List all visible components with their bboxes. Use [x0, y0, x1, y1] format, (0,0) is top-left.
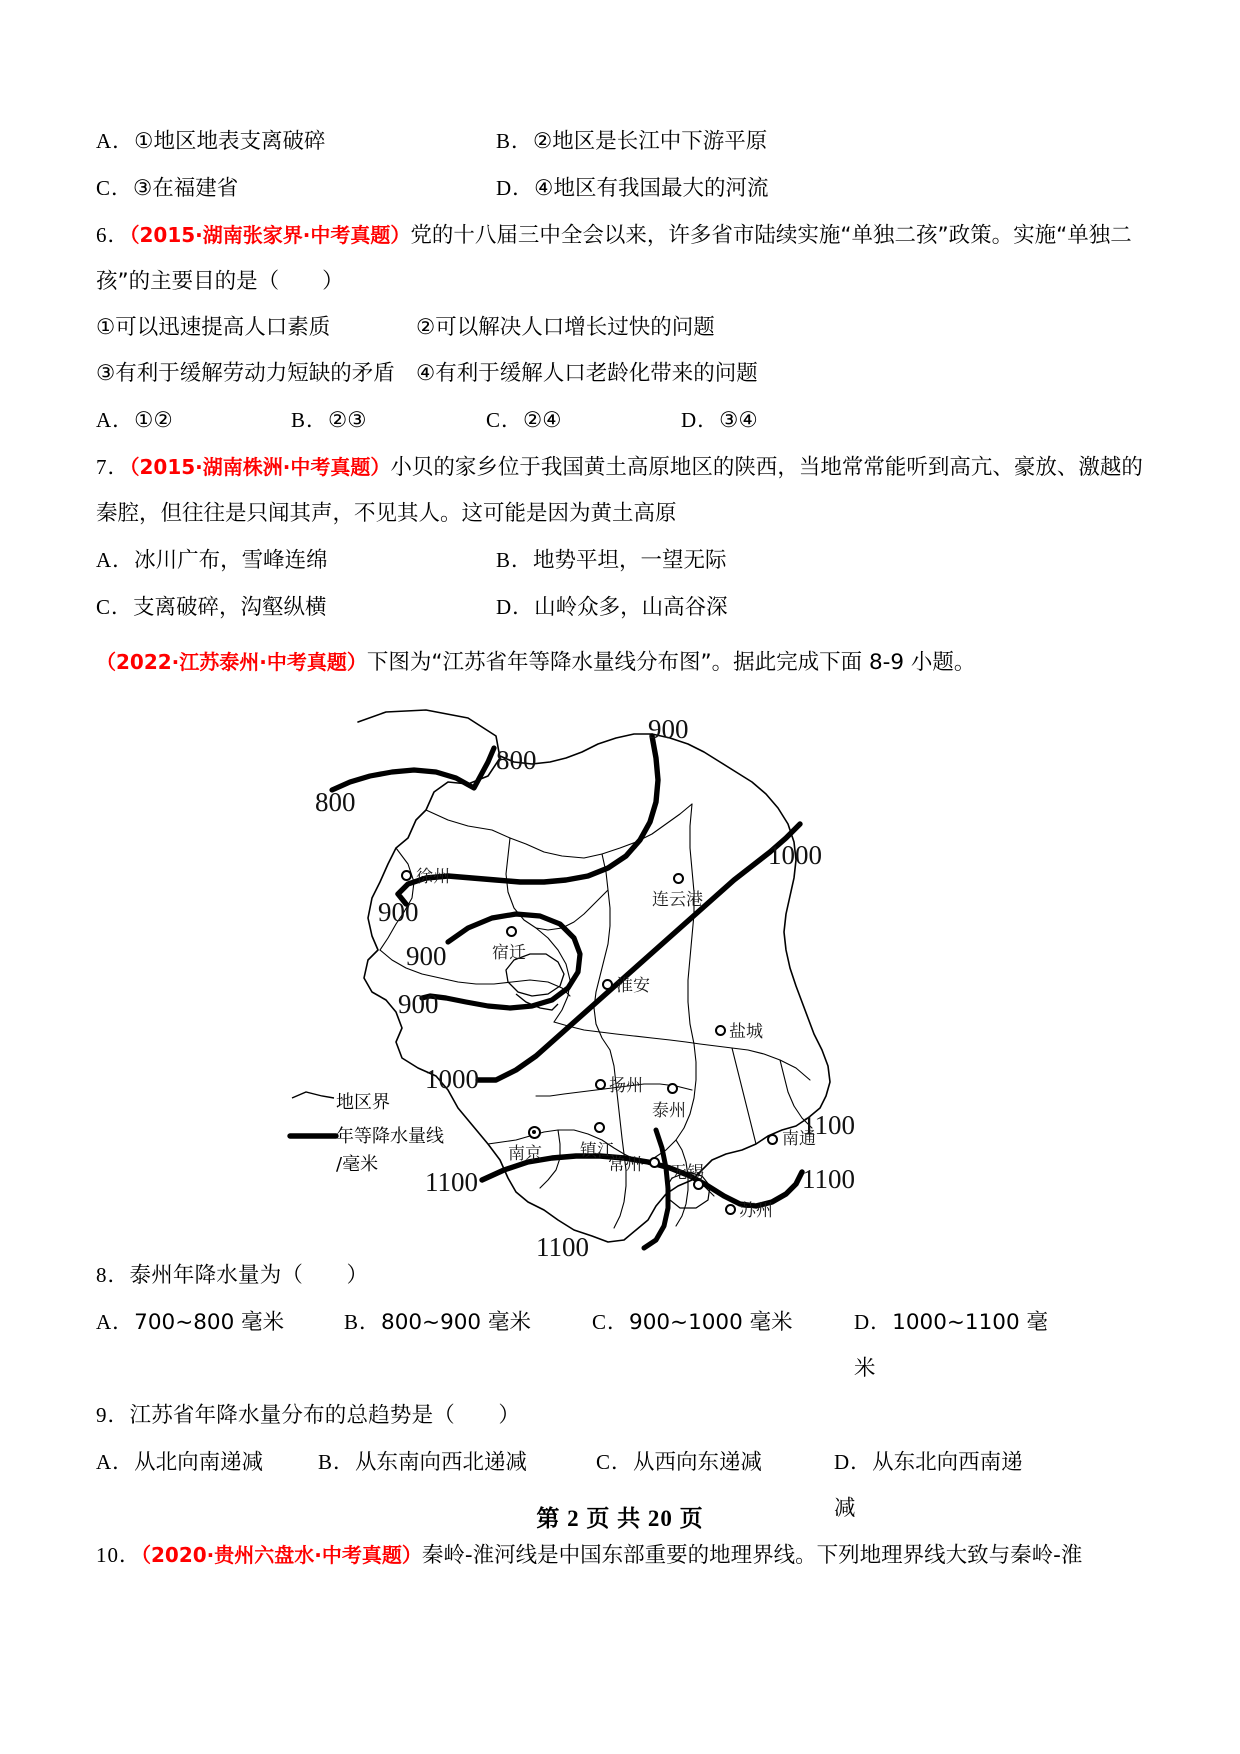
page-footer: 第 2 页 共 20 页: [536, 1506, 704, 1531]
q7-option-b-label: B．: [496, 548, 534, 572]
city-label-taizhou: 泰州: [652, 1101, 686, 1121]
q6-item-4: ④有利于缓解人口老龄化带来的问题: [416, 361, 758, 386]
q7-option-row-ab: [96, 537, 1152, 584]
isohyet-1100-vertical: [644, 1130, 668, 1248]
q7-option-d: [496, 584, 728, 631]
q6-option-c-text: ②④: [523, 408, 562, 433]
q6-option-d-label: D．: [681, 408, 720, 432]
question-6-source: （2015·湖南张家界·中考真题）: [129, 223, 411, 247]
q7-option-d-text: 山岭众多，山高谷深: [534, 595, 728, 620]
isohyet-label-800-a: 800: [496, 745, 537, 775]
q5-option-a: [96, 118, 496, 165]
city-label-nanjing: 南京: [508, 1144, 542, 1164]
q7-option-a-text: 冰川广布，雪峰连绵: [134, 548, 328, 573]
q6-option-row: [96, 397, 1152, 444]
question-10-stem: [96, 1532, 1152, 1579]
isohyet-label-1100-c: 1100: [802, 1164, 855, 1194]
city-dot-zhenjiang: [594, 1122, 605, 1133]
q6-option-a-text: ①②: [134, 408, 173, 433]
q8-option-b-text: 800~900 毫米: [381, 1310, 531, 1335]
q5-option-d-label: D．: [496, 176, 535, 200]
material-8-9-source: （2022·江苏泰州·中考真题）: [96, 650, 367, 674]
city-label-lianyungang: 连云港: [652, 890, 703, 910]
q5-option-b-text: ②地区是长江中下游平原: [533, 129, 768, 154]
city-label-suzhou: 苏州: [739, 1201, 773, 1221]
q9-option-c-label: C．: [596, 1450, 634, 1474]
q5-option-a-text: ①地区地表支离破碎: [134, 129, 326, 154]
city-label-huaian: 淮安: [616, 976, 650, 996]
question-7-number: 7．: [96, 455, 130, 479]
legend-row-isohyet: [284, 1118, 494, 1152]
q9-option-b-text: 从东南向西北递减: [355, 1450, 528, 1475]
q7-option-a-label: A．: [96, 548, 135, 572]
question-10-stem-text: 秦岭-淮河线是中国东部重要的地理界线。下列地理界线大致与秦岭-淮: [421, 1543, 1083, 1568]
city-dot-xuzhou: [401, 870, 412, 881]
city-label-xuzhou: 徐州: [416, 867, 450, 887]
q7-option-a: [96, 537, 496, 584]
question-7-stem-text: 小贝的家乡位于我国黄土高原地区的陕西，当地常常能听到高亢、豪放、激越的秦腔，但往往是只闻其声，不见其人。这可能是因为黄土高原: [96, 455, 1143, 526]
question-8-stem-text: 泰州年降水量为（ ）: [129, 1263, 369, 1288]
q7-option-c-text: 支离破碎，沟壑纵横: [133, 595, 327, 620]
q7-option-b-text: 地势平坦，一望无际: [533, 548, 727, 573]
legend-unit-label: /毫米: [336, 1154, 379, 1175]
legend-row-boundary: [284, 1084, 494, 1118]
q8-option-c-label: C．: [592, 1310, 630, 1334]
q5-option-c-text: ③在福建省: [133, 176, 239, 201]
question-9-stem: [96, 1392, 1152, 1439]
q6-option-c: [486, 397, 681, 444]
city-label-yangzhou: 扬州: [609, 1076, 643, 1096]
q6-item-row-1: [96, 305, 1152, 351]
q6-item-3: ③有利于缓解劳动力短缺的矛盾: [96, 361, 395, 386]
q6-item-2: ②可以解决人口增长过快的问题: [416, 315, 715, 340]
q5-option-b: [496, 118, 767, 165]
isohyet-label-900-b: 900: [378, 897, 419, 927]
question-8-stem: [96, 1252, 1152, 1299]
isohyet-label-800-b: 800: [315, 787, 356, 817]
q8-option-d-label: D．: [854, 1310, 893, 1334]
q7-option-c-label: C．: [96, 595, 134, 619]
city-label-suqian: 宿迁: [492, 943, 526, 963]
q7-option-d-label: D．: [496, 595, 535, 619]
material-8-9-text: 下图为“江苏省年等降水量线分布图”。据此完成下面 8-9 小题。: [366, 650, 976, 675]
question-9-number: 9．: [96, 1403, 130, 1427]
q6-option-b-text: ②③: [328, 408, 367, 433]
city-dot-yangzhou: [595, 1079, 606, 1090]
question-9-stem-text: 江苏省年降水量分布的总趋势是（ ）: [129, 1403, 521, 1428]
isohyet-label-1000-b: 1000: [425, 1064, 479, 1094]
q9-option-b-label: B．: [318, 1450, 356, 1474]
city-dot-nanjing: [528, 1126, 541, 1139]
q6-option-a: [96, 397, 291, 444]
q8-option-c-text: 900~1000 毫米: [629, 1310, 793, 1335]
q7-option-c: [96, 584, 496, 631]
question-6-number: 6．: [96, 223, 130, 247]
city-dot-huaian: [602, 979, 613, 990]
city-label-changzhou: 常州: [608, 1155, 642, 1175]
question-6-stem-text: 党的十八届三中全会以来，许多省市陆续实施“单独二孩”政策。实施“单独二孩”的主要目的是（ ）: [96, 223, 1132, 294]
q9-option-d-label: D．: [834, 1450, 873, 1474]
city-dot-suzhou: [725, 1204, 736, 1215]
q8-option-a-text: 700~800 毫米: [134, 1310, 285, 1335]
question-8-number: 8．: [96, 1263, 130, 1287]
city-dot-yancheng: [715, 1025, 726, 1036]
city-dot-taizhou: [667, 1083, 678, 1094]
q6-option-d-text: ③④: [719, 408, 758, 433]
legend-isohyet-label: 年等降水量线: [336, 1126, 444, 1147]
q9-option-d-text: 从东北向西南递减: [834, 1450, 1023, 1521]
material-8-9-intro: [96, 639, 1152, 686]
q6-item-1: ①可以迅速提高人口素质: [96, 315, 331, 340]
q6-option-a-label: A．: [96, 408, 135, 432]
city-dot-changzhou: [649, 1157, 660, 1168]
q7-option-b: [496, 537, 727, 584]
legend-boundary-label: 地区界: [336, 1092, 390, 1113]
q6-item-row-2: [96, 351, 1152, 397]
question-6-stem: [96, 212, 1152, 305]
question-7-source: （2015·湖南株洲·中考真题）: [129, 455, 391, 479]
q8-option-b-label: B．: [344, 1310, 382, 1334]
map-legend: [284, 1084, 494, 1178]
isohyet-label-900-a: 900: [648, 714, 689, 744]
city-dot-nantong: [767, 1134, 778, 1145]
city-label-wuxi: 无锡: [670, 1163, 704, 1183]
page-content: [96, 118, 1152, 1579]
q6-option-b: [291, 397, 486, 444]
q6-option-d: [681, 397, 876, 444]
question-10-number: 10．: [96, 1543, 141, 1567]
q6-option-b-label: B．: [291, 408, 329, 432]
q8-option-d: [854, 1299, 1049, 1392]
q7-option-row-cd: [96, 584, 1152, 631]
isohyet-label-1100-d: 1100: [536, 1232, 589, 1262]
isohyet-label-1100-a: 1100: [802, 1110, 855, 1140]
isohyet-800: [332, 748, 494, 790]
question-10-source: （2020·贵州六盘水·中考真题）: [141, 1543, 422, 1567]
city-label-nantong: 南通: [782, 1129, 816, 1149]
question-7-stem: [96, 444, 1152, 537]
city-dot-lianyungang: [673, 873, 684, 884]
q8-option-b: [344, 1299, 592, 1392]
jiangsu-precipitation-map: [96, 692, 1152, 1262]
q5-option-row-ab: [96, 118, 1152, 165]
q9-option-c-text: 从西向东递减: [633, 1450, 763, 1475]
isohyet-label-900-d: 900: [398, 989, 439, 1019]
q8-option-row: [96, 1299, 1152, 1392]
q5-option-d: [496, 165, 768, 212]
city-label-yancheng: 盐城: [729, 1022, 763, 1042]
isohyet-label-1100-b: 1100: [425, 1167, 478, 1197]
q5-option-c-label: C．: [96, 176, 134, 200]
q5-option-a-label: A．: [96, 129, 135, 153]
q5-option-b-label: B．: [496, 129, 534, 153]
isohyet-label-1000-a: 1000: [768, 840, 822, 870]
city-dot-suqian: [506, 926, 517, 937]
city-label-zhenjiang: 镇江: [580, 1141, 614, 1161]
q8-option-c: [592, 1299, 854, 1392]
q8-option-d-text: 1000~1100 毫米: [854, 1310, 1048, 1381]
isohyet-label-900-c: 900: [406, 941, 447, 971]
q5-option-row-cd: [96, 165, 1152, 212]
q6-option-c-label: C．: [486, 408, 524, 432]
q9-option-a-label: A．: [96, 1450, 135, 1474]
q5-option-c: [96, 165, 496, 212]
q8-option-a: [96, 1299, 344, 1392]
q8-option-a-label: A．: [96, 1310, 135, 1334]
q9-option-a-text: 从北向南递减: [134, 1450, 264, 1475]
q5-option-d-text: ④地区有我国最大的河流: [534, 176, 769, 201]
